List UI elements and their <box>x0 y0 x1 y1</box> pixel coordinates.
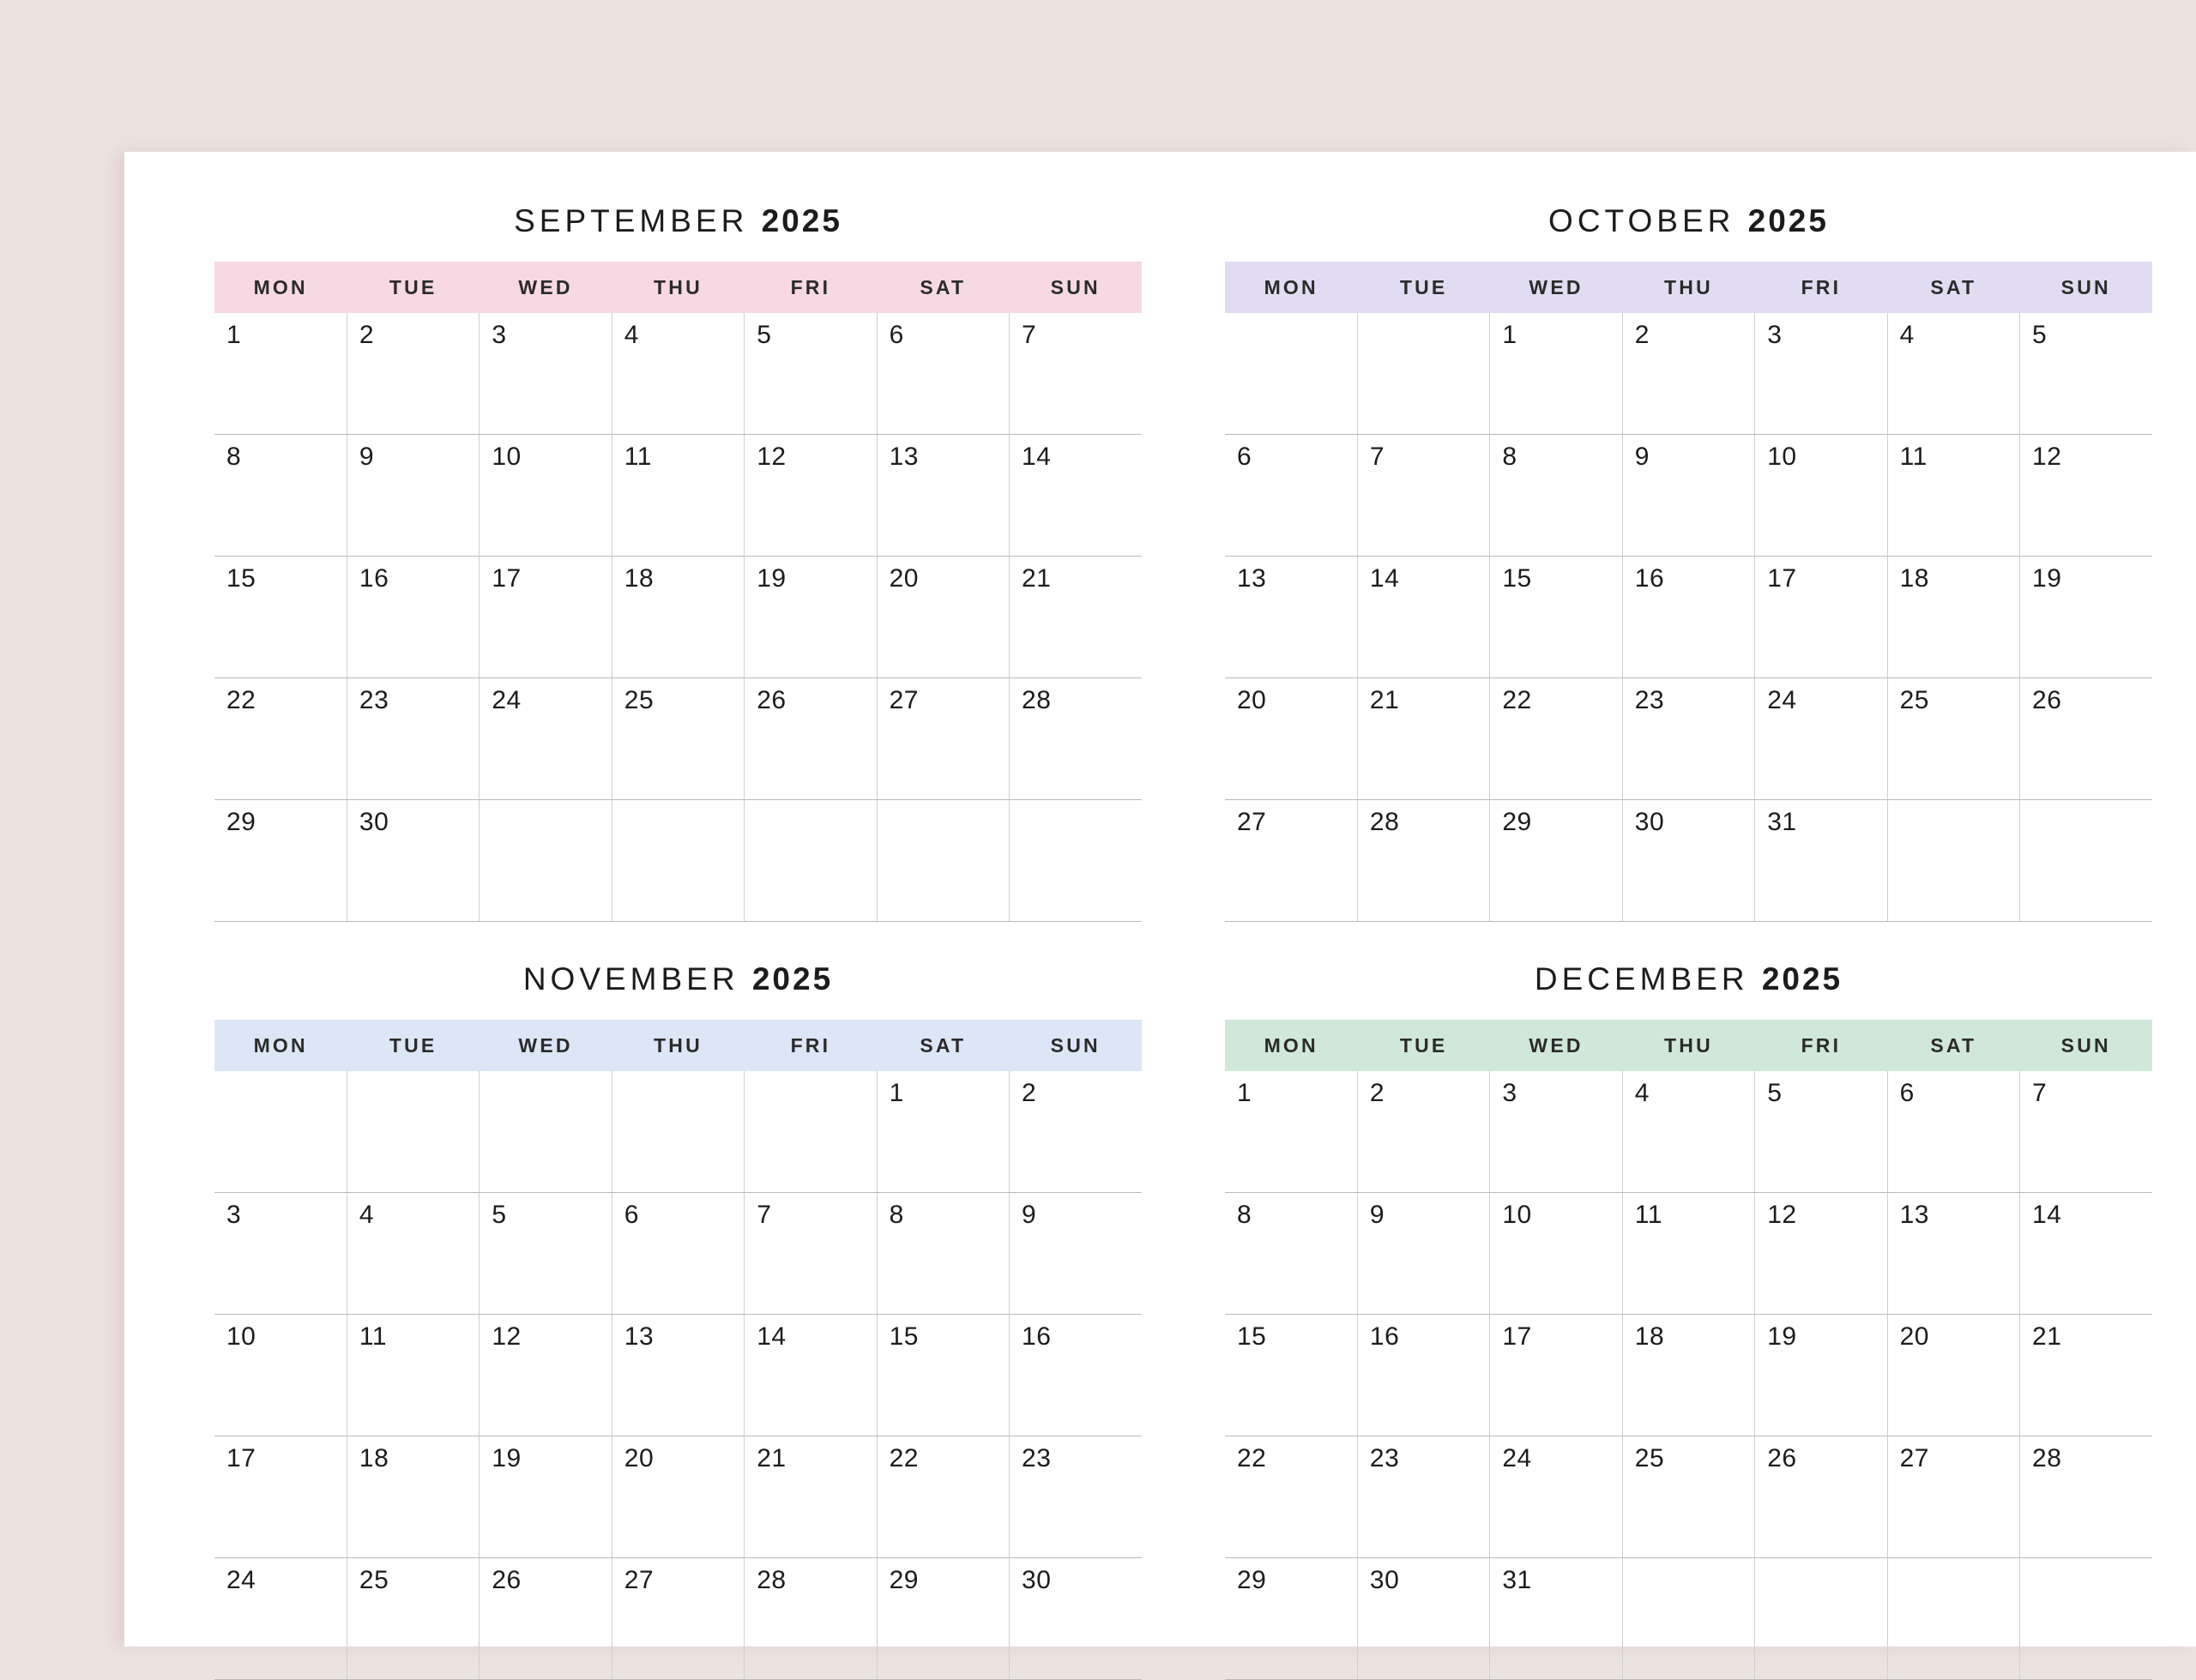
weekday-thu: THU <box>1622 262 1754 313</box>
weekday-fri: FRI <box>1755 262 1887 313</box>
day-cell[interactable]: 5 <box>2020 313 2152 435</box>
day-cell[interactable] <box>1010 800 1142 922</box>
day-cell[interactable]: 16 <box>347 557 479 678</box>
day-cell[interactable]: 5 <box>480 1193 612 1315</box>
day-cell[interactable]: 29 <box>1225 1558 1357 1680</box>
calendar-table-october <box>1225 262 2152 922</box>
week-row <box>214 1315 1142 1436</box>
day-cell[interactable]: 12 <box>480 1315 612 1436</box>
day-cell[interactable]: 10 <box>214 1315 347 1436</box>
day-cell[interactable] <box>612 800 744 922</box>
day-cell[interactable]: 28 <box>2020 1436 2152 1558</box>
day-cell[interactable]: 6 <box>1225 435 1357 557</box>
day-cell[interactable]: 2 <box>1010 1071 1142 1193</box>
weekday-mon: MON <box>1225 1020 1357 1071</box>
weekday-wed: WED <box>480 262 612 313</box>
day-cell[interactable]: 11 <box>1887 435 2019 557</box>
day-cell[interactable]: 2 <box>347 313 479 435</box>
calendar-page <box>124 152 2196 1647</box>
day-cell[interactable]: 1 <box>1490 313 1622 435</box>
day-cell[interactable]: 9 <box>1622 435 1754 557</box>
day-cell[interactable]: 24 <box>480 678 612 800</box>
weekday-sun: SUN <box>1010 262 1142 313</box>
day-cell[interactable]: 14 <box>2020 1193 2152 1315</box>
week-row <box>1225 1193 2152 1315</box>
day-cell[interactable]: 22 <box>214 678 347 800</box>
week-row <box>1225 1558 2152 1680</box>
day-cell[interactable]: 3 <box>214 1193 347 1315</box>
weekday-sun: SUN <box>1010 1020 1142 1071</box>
day-cell[interactable]: 15 <box>877 1315 1009 1436</box>
day-cell[interactable]: 10 <box>1490 1193 1622 1315</box>
day-cell[interactable]: 30 <box>1357 1558 1489 1680</box>
day-cell[interactable]: 25 <box>1887 678 2019 800</box>
spacer <box>1225 922 2152 961</box>
day-cell[interactable]: 21 <box>1010 557 1142 678</box>
week-row <box>214 1071 1142 1193</box>
weekday-tue: TUE <box>1357 262 1489 313</box>
day-cell[interactable] <box>1622 1558 1754 1680</box>
day-cell[interactable]: 17 <box>480 557 612 678</box>
week-row <box>1225 1436 2152 1558</box>
day-cell[interactable]: 30 <box>1010 1558 1142 1680</box>
day-cell[interactable] <box>877 800 1009 922</box>
day-cell[interactable]: 14 <box>745 1315 877 1436</box>
calendar-table-september <box>214 262 1142 922</box>
day-cell[interactable]: 12 <box>1755 1193 1887 1315</box>
day-cell[interactable]: 2 <box>1622 313 1754 435</box>
week-row <box>1225 435 2152 557</box>
calendar-table-november <box>214 1020 1142 1680</box>
month-block-september <box>214 203 1142 961</box>
day-cell[interactable]: 20 <box>1887 1315 2019 1436</box>
day-cell[interactable]: 25 <box>347 1558 479 1680</box>
month-year-december: 2025 <box>1761 961 1843 997</box>
day-cell[interactable]: 15 <box>214 557 347 678</box>
day-cell[interactable] <box>214 1071 347 1193</box>
day-cell[interactable]: 22 <box>877 1436 1009 1558</box>
day-cell[interactable] <box>612 1071 744 1193</box>
day-cell[interactable]: 31 <box>1490 1558 1622 1680</box>
month-block-november <box>214 961 1142 1680</box>
weekday-thu: THU <box>612 1020 744 1071</box>
weekday-sat: SAT <box>877 1020 1009 1071</box>
day-cell[interactable]: 22 <box>1225 1436 1357 1558</box>
week-row <box>214 313 1142 435</box>
day-cell[interactable]: 7 <box>745 1193 877 1315</box>
weekday-sat: SAT <box>877 262 1009 313</box>
day-cell[interactable]: 10 <box>1755 435 1887 557</box>
day-cell[interactable]: 28 <box>1010 678 1142 800</box>
day-cell[interactable]: 10 <box>480 435 612 557</box>
week-row <box>1225 557 2152 678</box>
weekday-tue: TUE <box>347 1020 479 1071</box>
day-cell[interactable]: 16 <box>1357 1315 1489 1436</box>
day-cell[interactable]: 12 <box>745 435 877 557</box>
weekday-header-row <box>1225 1020 2152 1071</box>
day-cell[interactable]: 25 <box>612 678 744 800</box>
month-name-november: NOVEMBER <box>522 961 739 997</box>
day-cell[interactable]: 7 <box>2020 1071 2152 1193</box>
day-cell[interactable]: 6 <box>877 313 1009 435</box>
day-cell[interactable]: 19 <box>745 557 877 678</box>
weekday-wed: WED <box>1490 262 1622 313</box>
day-cell[interactable] <box>745 1071 877 1193</box>
day-cell[interactable]: 24 <box>1490 1436 1622 1558</box>
weekday-sat: SAT <box>1887 1020 2019 1071</box>
day-cell[interactable]: 26 <box>2020 678 2152 800</box>
day-cell[interactable]: 27 <box>612 1558 744 1680</box>
week-row <box>214 1558 1142 1680</box>
month-name-december: DECEMBER <box>1534 961 1749 997</box>
day-cell[interactable]: 24 <box>214 1558 347 1680</box>
day-cell[interactable]: 9 <box>347 435 479 557</box>
weekday-header-row <box>214 262 1142 313</box>
day-cell[interactable]: 13 <box>877 435 1009 557</box>
day-cell[interactable]: 14 <box>1010 435 1142 557</box>
weekday-sun: SUN <box>2020 1020 2152 1071</box>
day-cell[interactable]: 23 <box>1357 1436 1489 1558</box>
month-title-november <box>214 961 1142 1020</box>
weekday-fri: FRI <box>745 1020 877 1071</box>
day-cell[interactable]: 23 <box>1010 1436 1142 1558</box>
weekday-thu: THU <box>612 262 744 313</box>
day-cell[interactable]: 23 <box>347 678 479 800</box>
day-cell[interactable]: 3 <box>1490 1071 1622 1193</box>
weekday-tue: TUE <box>347 262 479 313</box>
week-row <box>1225 1071 2152 1193</box>
day-cell[interactable]: 7 <box>1010 313 1142 435</box>
week-row <box>1225 1315 2152 1436</box>
day-cell[interactable]: 26 <box>1755 1436 1887 1558</box>
week-row <box>1225 313 2152 435</box>
week-row <box>214 678 1142 800</box>
spacer <box>214 922 1142 961</box>
week-row <box>214 1436 1142 1558</box>
day-cell[interactable]: 17 <box>214 1436 347 1558</box>
weekday-thu: THU <box>1622 1020 1754 1071</box>
day-cell[interactable]: 8 <box>1490 435 1622 557</box>
month-block-december <box>1225 961 2152 1680</box>
day-cell[interactable]: 18 <box>1887 557 2019 678</box>
day-cell[interactable]: 31 <box>1755 800 1887 922</box>
day-cell[interactable]: 29 <box>214 800 347 922</box>
day-cell[interactable]: 24 <box>1755 678 1887 800</box>
day-cell[interactable]: 11 <box>347 1315 479 1436</box>
day-cell[interactable]: 21 <box>1357 678 1489 800</box>
day-cell[interactable] <box>1887 1558 2019 1680</box>
day-cell[interactable]: 6 <box>1887 1071 2019 1193</box>
day-cell[interactable]: 5 <box>1755 1071 1887 1193</box>
day-cell[interactable]: 27 <box>1887 1436 2019 1558</box>
day-cell[interactable]: 16 <box>1622 557 1754 678</box>
day-cell[interactable]: 12 <box>2020 435 2152 557</box>
day-cell[interactable]: 20 <box>612 1436 744 1558</box>
month-block-october <box>1225 203 2152 961</box>
day-cell[interactable]: 11 <box>1622 1193 1754 1315</box>
weekday-wed: WED <box>480 1020 612 1071</box>
day-cell[interactable] <box>1225 313 1357 435</box>
day-cell[interactable]: 15 <box>1225 1315 1357 1436</box>
day-cell[interactable]: 2 <box>1357 1071 1489 1193</box>
day-cell[interactable]: 1 <box>877 1071 1009 1193</box>
day-cell[interactable]: 19 <box>480 1436 612 1558</box>
day-cell[interactable]: 1 <box>214 313 347 435</box>
weekday-mon: MON <box>214 262 347 313</box>
day-cell[interactable]: 21 <box>745 1436 877 1558</box>
day-cell[interactable]: 3 <box>1755 313 1887 435</box>
day-cell[interactable]: 26 <box>480 1558 612 1680</box>
day-cell[interactable]: 8 <box>214 435 347 557</box>
day-cell[interactable]: 20 <box>877 557 1009 678</box>
day-cell[interactable]: 28 <box>1357 800 1489 922</box>
day-cell[interactable]: 11 <box>612 435 744 557</box>
month-title-september <box>214 203 1142 262</box>
day-cell[interactable]: 13 <box>612 1315 744 1436</box>
day-cell[interactable]: 23 <box>1622 678 1754 800</box>
day-cell[interactable]: 18 <box>1622 1315 1754 1436</box>
day-cell[interactable]: 29 <box>877 1558 1009 1680</box>
day-cell[interactable] <box>2020 800 2152 922</box>
calendar-table-december <box>1225 1020 2152 1680</box>
week-row <box>214 435 1142 557</box>
weekday-tue: TUE <box>1357 1020 1489 1071</box>
weekday-fri: FRI <box>745 262 877 313</box>
day-cell[interactable]: 25 <box>1622 1436 1754 1558</box>
day-cell[interactable] <box>1357 313 1489 435</box>
day-cell[interactable]: 4 <box>347 1193 479 1315</box>
day-cell[interactable]: 26 <box>745 678 877 800</box>
weekday-fri: FRI <box>1755 1020 1887 1071</box>
weekday-header-row <box>1225 262 2152 313</box>
day-cell[interactable] <box>480 800 612 922</box>
weekday-header-row <box>214 1020 1142 1071</box>
day-cell[interactable]: 30 <box>1622 800 1754 922</box>
day-cell[interactable]: 13 <box>1887 1193 2019 1315</box>
day-cell[interactable]: 1 <box>1225 1071 1357 1193</box>
weekday-wed: WED <box>1490 1020 1622 1071</box>
week-row <box>1225 800 2152 922</box>
day-cell[interactable]: 15 <box>1490 557 1622 678</box>
day-cell[interactable] <box>1755 1558 1887 1680</box>
day-cell[interactable]: 22 <box>1490 678 1622 800</box>
month-year-september: 2025 <box>761 203 842 238</box>
day-cell[interactable]: 18 <box>612 557 744 678</box>
day-cell[interactable]: 18 <box>347 1436 479 1558</box>
day-cell[interactable] <box>347 1071 479 1193</box>
month-year-october: 2025 <box>1747 203 1829 238</box>
day-cell[interactable]: 27 <box>877 678 1009 800</box>
day-cell[interactable]: 16 <box>1010 1315 1142 1436</box>
day-cell[interactable]: 4 <box>612 313 744 435</box>
weekday-mon: MON <box>214 1020 347 1071</box>
weekday-sat: SAT <box>1887 262 2019 313</box>
day-cell[interactable]: 5 <box>745 313 877 435</box>
day-cell[interactable]: 30 <box>347 800 479 922</box>
month-year-november: 2025 <box>751 961 834 997</box>
month-title-december <box>1225 961 2152 1020</box>
day-cell[interactable]: 20 <box>1225 678 1357 800</box>
day-cell[interactable]: 9 <box>1010 1193 1142 1315</box>
week-row <box>214 557 1142 678</box>
day-cell[interactable]: 27 <box>1225 800 1357 922</box>
weekday-mon: MON <box>1225 262 1357 313</box>
day-cell[interactable]: 9 <box>1357 1193 1489 1315</box>
day-cell[interactable]: 4 <box>1622 1071 1754 1193</box>
month-name-october: OCTOBER <box>1548 203 1735 238</box>
month-name-september: SEPTEMBER <box>514 203 749 238</box>
calendar-grid <box>124 152 2196 1680</box>
day-cell[interactable] <box>480 1071 612 1193</box>
day-cell[interactable]: 28 <box>745 1558 877 1680</box>
day-cell[interactable]: 14 <box>1357 557 1489 678</box>
week-row <box>214 800 1142 922</box>
week-row <box>1225 678 2152 800</box>
day-cell[interactable]: 17 <box>1755 557 1887 678</box>
day-cell[interactable]: 19 <box>2020 557 2152 678</box>
day-cell[interactable]: 4 <box>1887 313 2019 435</box>
day-cell[interactable]: 21 <box>2020 1315 2152 1436</box>
day-cell[interactable] <box>1887 800 2019 922</box>
day-cell[interactable]: 7 <box>1357 435 1489 557</box>
month-title-october <box>1225 203 2152 262</box>
day-cell[interactable]: 29 <box>1490 800 1622 922</box>
day-cell[interactable] <box>745 800 877 922</box>
weekday-sun: SUN <box>2020 262 2152 313</box>
day-cell[interactable]: 19 <box>1755 1315 1887 1436</box>
day-cell[interactable]: 17 <box>1490 1315 1622 1436</box>
day-cell[interactable]: 8 <box>877 1193 1009 1315</box>
week-row <box>214 1193 1142 1315</box>
day-cell[interactable]: 3 <box>480 313 612 435</box>
day-cell[interactable] <box>2020 1558 2152 1680</box>
day-cell[interactable]: 6 <box>612 1193 744 1315</box>
day-cell[interactable]: 8 <box>1225 1193 1357 1315</box>
day-cell[interactable]: 13 <box>1225 557 1357 678</box>
